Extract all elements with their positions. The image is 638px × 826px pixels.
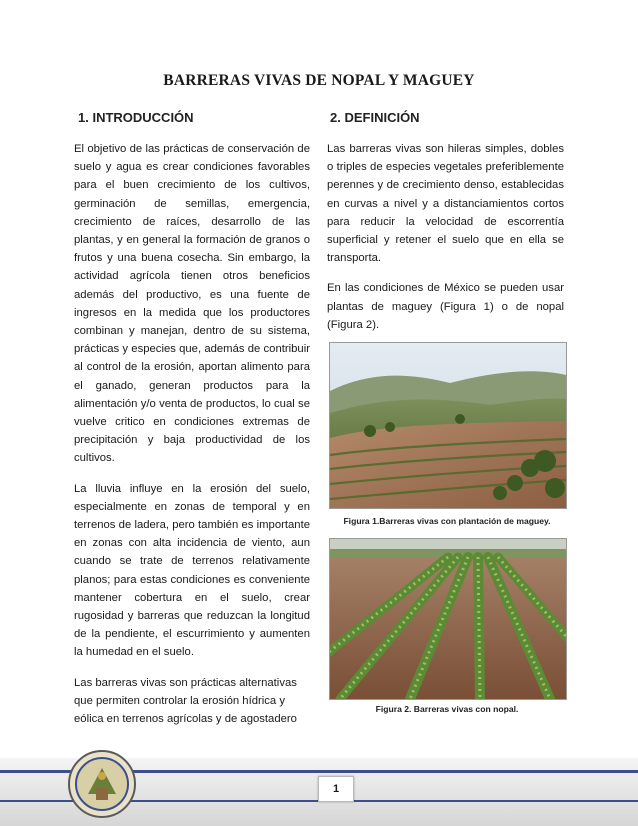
section-heading-definicion: 2. DEFINICIÓN (330, 110, 420, 125)
figure-1-photo (329, 342, 567, 509)
nopal-rows-image (330, 539, 566, 699)
page-number: 1 (318, 776, 354, 802)
column-left (74, 140, 310, 740)
figure-2-caption: Figura 2. Barreras vivas con nopal. (375, 704, 519, 714)
figure-1-caption: Figura 1.Barreras vivas con plantación de maguey. (343, 516, 551, 526)
maguey-hillside-image (330, 343, 566, 508)
intro-paragraph-2: La lluvia influye en la erosión del suelo, especialmente en zonas de temporal y en terrenos de ladera, pero también es importante en zonas con alta incidencia de viento, aun cuando se trate de terrenos relativamente planos; para estas condiciones es conveniente mantener cobertura en el suelo, crear rugosidad y barreras que reduzcan la longitud de la pendiente, el escurrimiento y aumenten la humedad en el suelo. (74, 482, 310, 659)
figure-2-photo (329, 538, 567, 700)
definicion-paragraph-1: Las barreras vivas son hileras simples, dobles o triples de especies vegetales preferiblemente perennes y de crecimiento denso, establecidas en curvas a nivel y a distanciamientos cortos para reducir la velocidad de escorrentía superficial y retener el suelo que en ella se transporta. (327, 143, 564, 265)
column-right (327, 140, 564, 346)
definicion-paragraph-2: En las condiciones de México se pueden usar plantas de maguey (Figura 1) o de nopal (Figura 2). (327, 282, 564, 331)
page-title: BARRERAS VIVAS DE NOPAL Y MAGUEY (163, 72, 475, 89)
institution-logo-icon (66, 748, 138, 820)
intro-paragraph-3: Las barreras vivas son prácticas alternativas que permiten controlar la erosión hídrica y eólica en terrenos agrícolas y de agostadero (74, 676, 297, 726)
intro-paragraph-1: El objetivo de las prácticas de conservación de suelo y agua es crear condiciones favorables para el buen crecimiento de los cultivos, germinación de semillas, emergencia, crecimiento de raíces, desarrollo de las plantas, y en general la formación de granos o frutos y una buena cosecha. Sin embargo, la actividad agrícola tienen otros beneficios además del productivo, es una fuente de ingresos en la medida que los productores combinan y manejan, dentro de su sistema, prácticas y especies que, además de contribuir al control de la erosión, aportan alimento para el ganado, generan productos para la alimentación y/o venta de productos, lo cual se vuelve critico en condiciones extremas de precipitación y baja productividad de los cultivos. (74, 143, 310, 465)
section-heading-introduccion: 1. INTRODUCCIÓN (78, 110, 194, 125)
